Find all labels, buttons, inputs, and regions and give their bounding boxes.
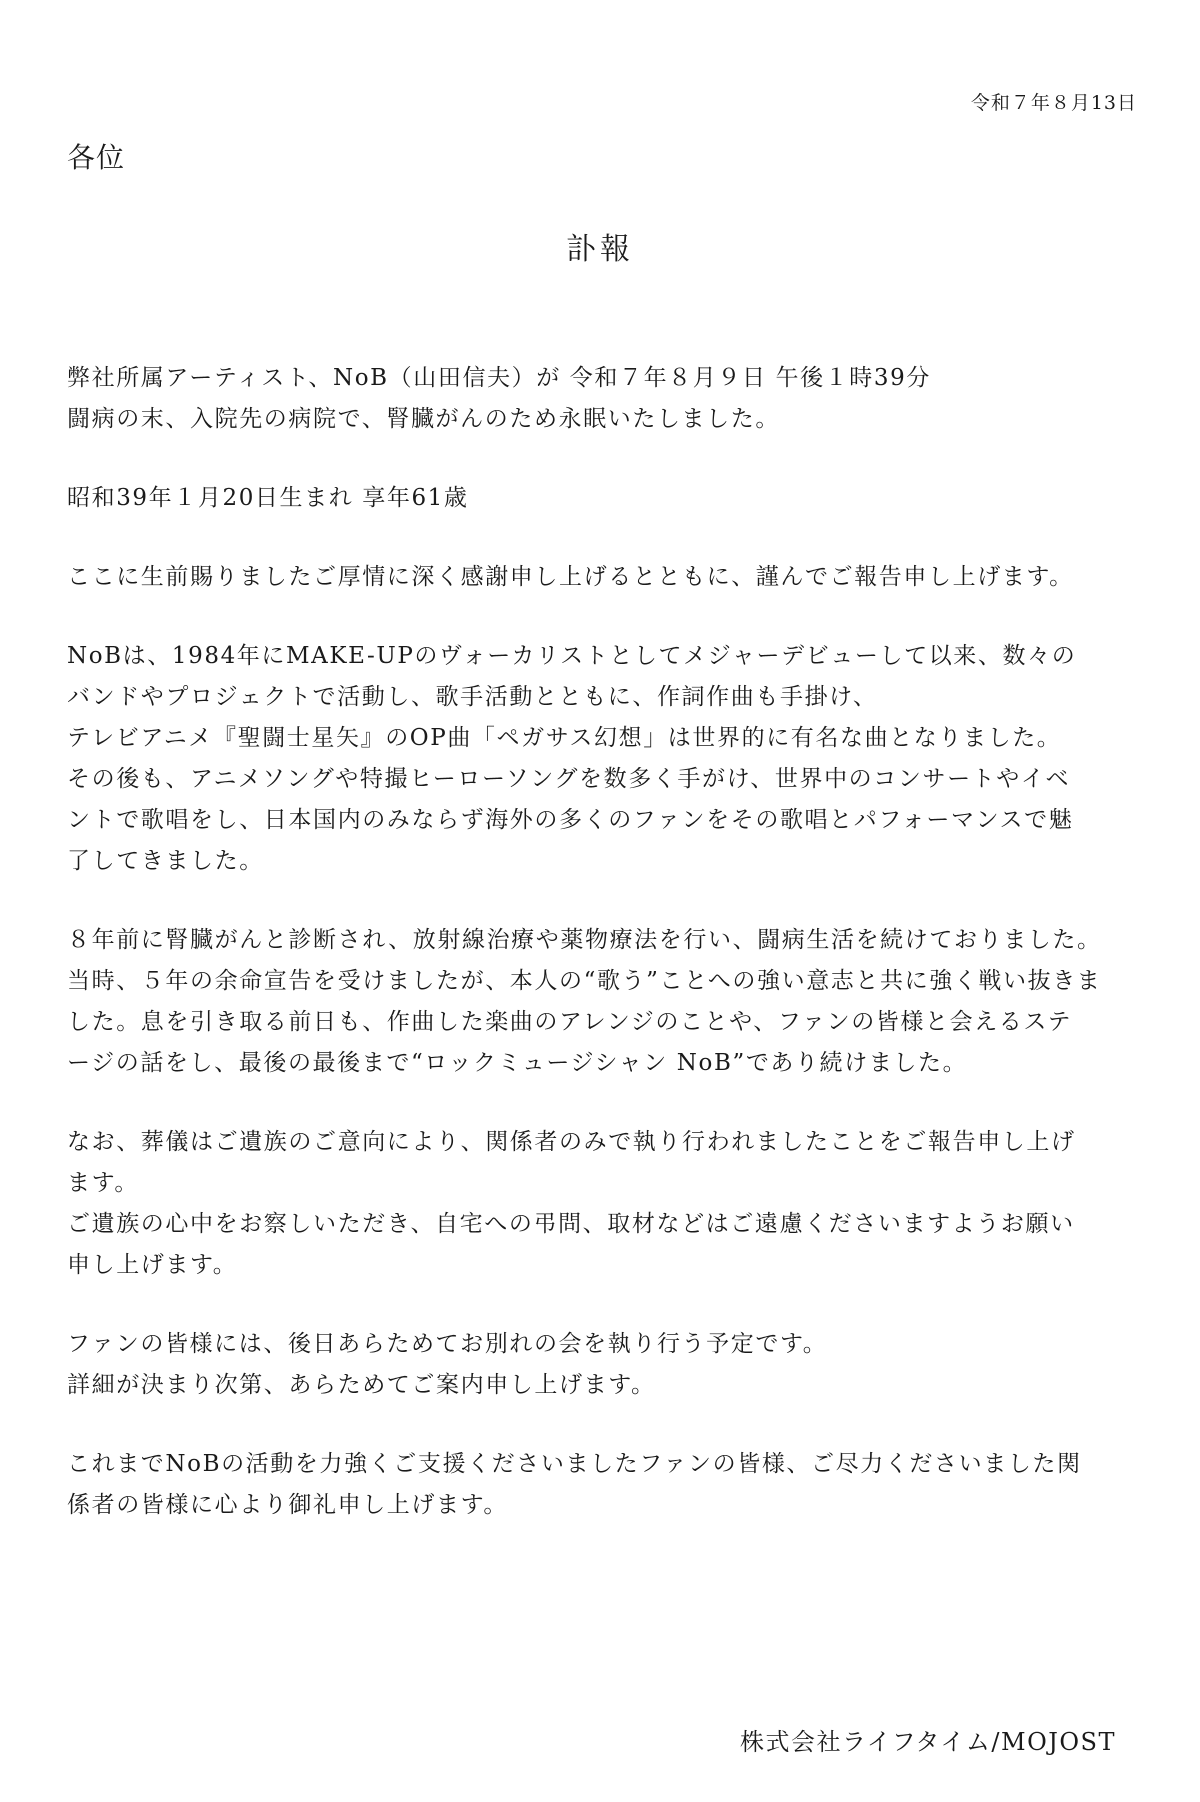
document-body <box>67 358 1149 1564</box>
paragraph-farewell <box>67 1324 1149 1406</box>
company-signature: 株式会社ライフタイム/MOJOST <box>740 1728 1116 1756</box>
document-date: 令和７年８月13日 <box>970 92 1137 114</box>
text-line: ージの話をし、最後の最後まで“ロックミュージシャン NoB”であり続けました。 <box>67 1050 968 1076</box>
text-line: テレビアニメ『聖闘士星矢』のOP曲「ペガサス幻想」は世界的に有名な曲となりました。 <box>67 725 1062 751</box>
text-line: 了してきました。 <box>67 848 264 874</box>
paragraph-thanks <box>67 1444 1149 1526</box>
text-line: NoBは、1984年にMAKE-UPのヴォーカリストとしてメジャーデビューして以来、数々の <box>67 643 1077 669</box>
text-line: その後も、アニメソングや特撮ヒーローソングを数多く手がけ、世界中のコンサートやイベ <box>67 766 1071 792</box>
paragraph-illness <box>67 920 1149 1084</box>
text-line: 当時、５年の余命宣告を受けましたが、本人の“歌う”ことへの強い意志と共に強く戦い抜きま <box>67 968 1102 994</box>
document-title: 訃報 <box>566 232 634 267</box>
salutation: 各位 <box>67 141 126 174</box>
text-line: バンドやプロジェクトで活動し、歌手活動とともに、作詞作曲も手掛け、 <box>67 684 878 710</box>
paragraph-funeral <box>67 1122 1149 1286</box>
text-line: 詳細が決まり次第、あらためてご案内申し上げます。 <box>67 1372 656 1398</box>
text-line: した。息を引き取る前日も、作曲した楽曲のアレンジのことや、ファンの皆様と会えるステ <box>67 1009 1073 1035</box>
text-line: ご遺族の心中をお察しいただき、自宅への弔問、取材などはご遠慮くださいますようお願い <box>67 1211 1075 1237</box>
paragraph-announcement <box>67 358 1149 440</box>
text-line: 係者の皆様に心より御礼申し上げます。 <box>67 1492 508 1518</box>
text-line: 闘病の末、入院先の病院で、腎臓がんのため永眠いたしました。 <box>67 406 780 432</box>
text-line: ここに生前賜りましたご厚情に深く感謝申し上げるとともに、謹んでご報告申し上げます。 <box>67 564 1074 590</box>
text-line: これまでNoBの活動を力強くご支援くださいましたファンの皆様、ご尽力くださいました関 <box>67 1451 1082 1477</box>
text-line: なお、葬儀はご遺族のご意向により、関係者のみで執り行われましたことをご報告申し上げ <box>67 1129 1076 1155</box>
paragraph-career <box>67 636 1149 882</box>
text-line: ントで歌唱をし、日本国内のみならず海外の多くのファンをその歌唱とパフォーマンスで魅 <box>67 807 1074 833</box>
text-line: 弊社所属アーティスト、NoB（山田信夫）が 令和７年８月９日 午後１時39分 <box>67 365 931 391</box>
text-line: 昭和39年１月20日生まれ 享年61歳 <box>67 485 469 511</box>
text-line: ８年前に腎臓がんと診断され、放射線治療や薬物療法を行い、闘病生活を続けておりました。 <box>67 927 1102 953</box>
paragraph-gratitude <box>67 557 1149 598</box>
text-line: ます。 <box>67 1170 139 1196</box>
paragraph-birth <box>67 478 1149 519</box>
text-line: 申し上げます。 <box>67 1252 238 1278</box>
text-line: ファンの皆様には、後日あらためてお別れの会を執り行う予定です。 <box>67 1331 828 1357</box>
